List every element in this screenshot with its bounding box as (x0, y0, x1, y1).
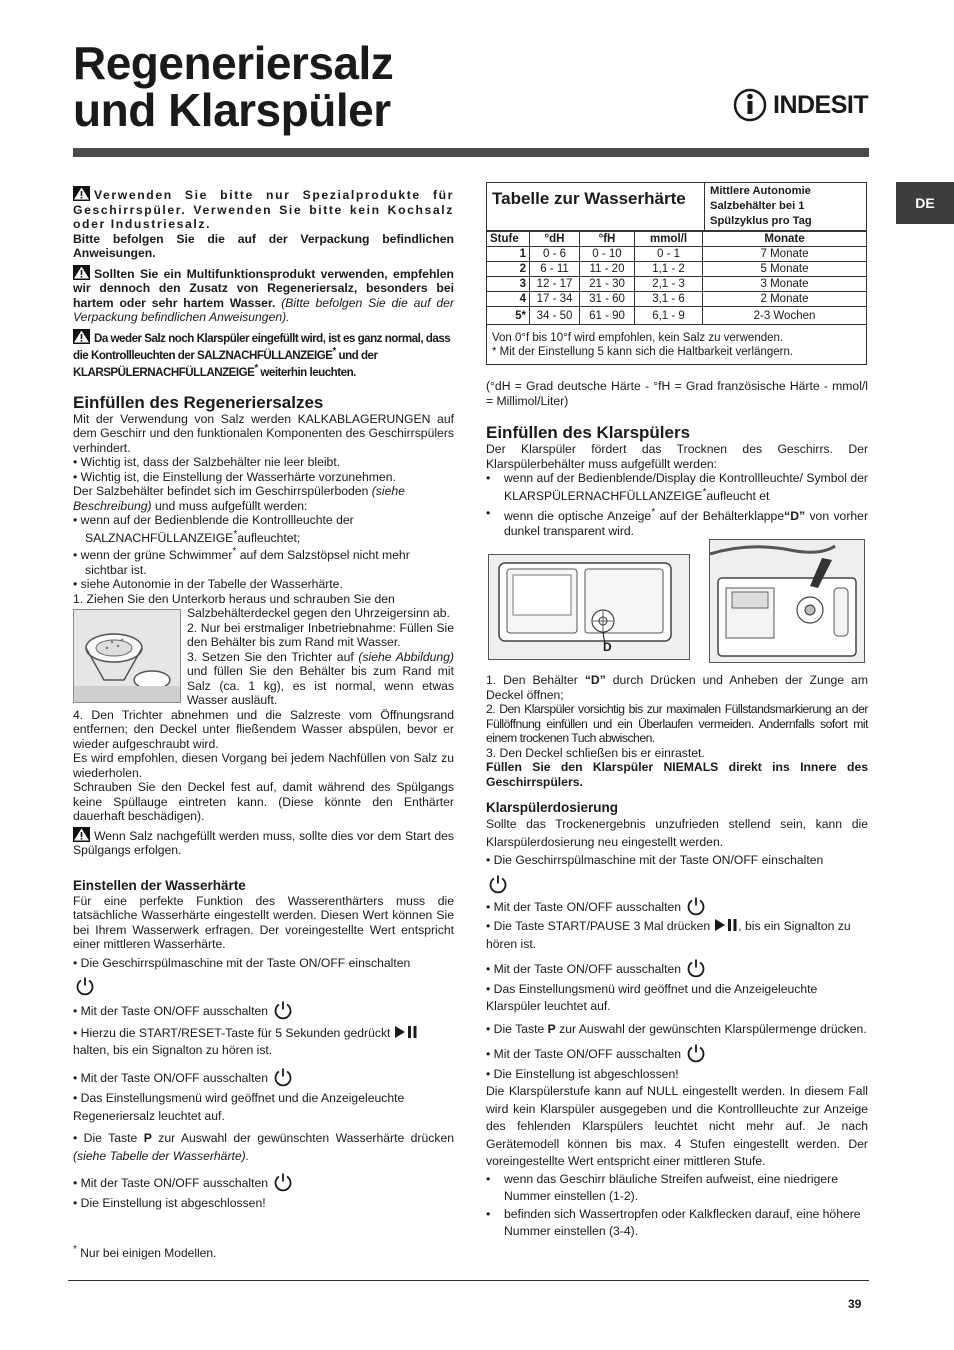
info-i-icon (733, 88, 767, 122)
power-icon (75, 976, 95, 996)
dosage-step-8: • Die Einstellung ist abgeschlossen! (486, 1066, 679, 1081)
power-icon (273, 1172, 293, 1192)
step-3-ref: (siehe Abbildung) (358, 649, 454, 664)
salt-location-2: und muss aufgefüllt werden: (154, 498, 308, 513)
salt-condition-2b: auf dem Salzstöpsel nicht mehr sichtbar ist. (85, 548, 410, 577)
table-row (487, 247, 866, 262)
rinse-warning: Füllen Sie den Klarspüler NIEMALS direkt ins Innere des Geschirrspülers. (486, 760, 868, 789)
page-title-line1: Regeneriersalz (73, 37, 394, 89)
step-4: 4. Den Trichter abnehmen und die Salzreste vom Öffnungsrand entfernen; den Deckel unter fließendem Wasser abspülen, bevor er wieder aufgeschraubt wird. (73, 707, 454, 751)
hardness-step-5: • Das Einstellungsmenü wird geöffnet und die Anzeigeleuchte Regeneriersalz leuchtet auf. (73, 1091, 405, 1123)
page-number: 39 (848, 1297, 862, 1311)
step-1b: Salzbehälterdeckel gegen den Uhrzeigersinn ab. (187, 606, 450, 621)
rinse-condition-2a: wenn die optische Anzeige (504, 509, 652, 524)
rinse-condition-2b: auf der Behälterklappe (659, 509, 785, 524)
table-cell: 2 (487, 262, 530, 277)
page-title-line2: und Klarspüler (73, 84, 391, 136)
warning-3b-text: und der KLARSPÜLERNACHFÜLLANZEIGE (73, 348, 378, 380)
language-tab: DE (896, 182, 954, 224)
hardness-legend: (°dH = Grad deutsche Härte - °fH = Grad französische Härte - mmol/l = Millimol/Liter) (486, 379, 868, 408)
rinse-intro: Der Klarspüler fördert das Trocknen des Geschirrs. Der Klarspülerbehälter muss aufgefüllt werden: (486, 442, 868, 471)
dosage-null-text: Die Klarspülerstufe kann auf NULL eingestellt werden. In diesem Fall wird kein Klarspüler ausgegeben und die Kontrollleuchte zur Anzeige des fehlenden Klarspülers leuchtet nicht mehr auf. Je nach Gerätemodell können bis max. 4 Stufen eingestellt werden. Der voreingestellte Wert entspricht einer mittleren Stufe. (486, 1084, 868, 1168)
table-cell: 1,1 - 2 (635, 262, 703, 277)
table-cell: 0 - 6 (530, 247, 580, 262)
hardness-step-7: • Mit der Taste ON/OFF ausschalten (73, 1176, 269, 1191)
brand-name: INDESIT (773, 90, 869, 119)
table-cell: 2-3 Wochen (703, 307, 867, 325)
warning-1b-text: Bitte befolgen Sie die auf der Verpackung befindlichen Anweisungen. (73, 231, 454, 260)
table-note-1: Von 0°f bis 10°f wird empfohlen, kein Salz zu verwenden. (492, 332, 784, 344)
salt-location-ref: (siehe Beschreibung) (73, 484, 405, 513)
rinse-condition-1: wenn auf der Bedienblende/Display die Kontrollleuchte/ Symbol der KLARSPÜLERNACHFÜLLANZEIGE (504, 471, 868, 503)
power-icon (273, 1000, 293, 1020)
table-header-cell: mmol/l (635, 232, 703, 247)
table-cell: 21 - 30 (580, 277, 635, 292)
table-row (487, 292, 866, 307)
step-3a: 3. Setzen Sie den Trichter auf (187, 649, 354, 664)
section-heading-rinse: Einfüllen des Klarspülers (486, 423, 691, 442)
dosage-intro: Sollte das Trockenergebnis unzufrieden stellend sein, kann die Klarspülerdosierung neu eingestellt werden. (486, 817, 868, 849)
hardness-step-4: • Mit der Taste ON/OFF ausschalten (73, 1070, 269, 1085)
dosage-step-1: • Die Geschirrspülmaschine mit der Taste ON/OFF einschalten (486, 853, 824, 867)
table-header-cell: °fH (580, 232, 635, 247)
rinse-step-3: 3. Den Deckel schließen bis er einrastet. (486, 745, 705, 760)
warning-icon (73, 827, 90, 842)
table-cell: 2,1 - 3 (635, 277, 703, 292)
table-cell: 0 - 10 (580, 247, 635, 262)
salt-condition-3: • siehe Autonomie in der Tabelle der Wasserhärte. (73, 577, 343, 592)
hardness-step-6b: zur Auswahl der gewünschten Wasserhärte drücken (158, 1131, 455, 1146)
hardness-step-1: • Die Geschirrspülmaschine mit der Taste ON/OFF einschalten (73, 955, 411, 970)
step-2: 2. Nur bei erstmaliger Inbetriebnahme: Füllen Sie den Behälter bis zum Rand mit Wasser. (187, 620, 454, 650)
warning-3c-text: weiterhin leuchten. (260, 366, 356, 380)
dosage-note-1: • wenn das Geschirr bläuliche Streifen aufweist, eine niedrigere Nummer einstellen (1-2). (486, 1171, 868, 1206)
hardness-step-6-ref: (siehe Tabelle der Wasserhärte). (73, 1148, 250, 1163)
autonomy-header: Mittlere Autonomie Salzbehälter bei 1 Spülzyklus pro Tag (704, 183, 866, 230)
hardness-intro: Für eine perfekte Funktion des Wasserenthärters muss die tatsächliche Wasserhärte eingestellt werden. Diesen Wert können Sie bei Ihrem Wasserwerk erfragen. Der voreingestellte Wert entspricht einer mittleren Wasserhärte. (73, 893, 454, 952)
power-icon (488, 874, 508, 894)
table-cell: 4 (487, 292, 530, 307)
table-header-row (487, 232, 866, 247)
table-cell: 11 - 20 (580, 262, 635, 277)
label-d: D (603, 640, 612, 654)
hardness-step-8: • Die Einstellung ist abgeschlossen! (73, 1195, 266, 1210)
salt-bullet-2: • Wichtig ist, die Einstellung der Wasserhärte vorzunehmen. (73, 469, 396, 484)
table-note-2: * Mit der Einstellung 5 kann sich die Haltbarkeit verlängern. (492, 346, 794, 358)
table-cell: 2 Monate (703, 292, 867, 307)
footnote-star: * (233, 528, 238, 540)
header-divider (73, 148, 869, 157)
salt-location-1: Der Salzbehälter befindet sich im Geschirrspülerboden (73, 484, 369, 499)
power-icon (686, 896, 706, 916)
footer-divider (68, 1280, 869, 1281)
footnote-star: * (702, 486, 707, 498)
table-cell: 3,1 - 6 (635, 292, 703, 307)
table-cell: 7 Monate (703, 247, 867, 262)
warning-3a-text: Da weder Salz noch Klarspüler eingefüllt wird, ist es ganz normal, dass die Kontrollleuchten der SALZNACHFÜLLANZEIGE (73, 331, 451, 362)
brand-logo (733, 88, 868, 122)
salt-bullet-1: • Wichtig ist, dass der Salzbehälter nie leer bleibt. (73, 455, 341, 470)
table-header-cell: Monate (703, 232, 867, 247)
hardness-step-6a: • Die Taste (73, 1131, 138, 1146)
table-cell: 5 Monate (703, 262, 867, 277)
table-title: Tabelle zur Wasserhärte (492, 189, 686, 208)
salt-screw-note: Schrauben Sie den Deckel fest auf, damit während des Spülgangs keine Spüllauge eintreten kann. (Diese könnte den Enthärter dauerhaft beschädigen). (73, 780, 454, 824)
funnel-salt-illustration (73, 609, 181, 703)
table-row (487, 277, 866, 292)
table-cell: 17 - 34 (530, 292, 580, 307)
dosage-step-7: • Mit der Taste ON/OFF ausschalten (486, 1047, 682, 1061)
hardness-step-3a: • Hierzu die START/RESET-Taste für 5 Sekunden gedrückt (73, 1025, 391, 1040)
dosage-step-3b: , bis ein Signalton zu hören ist. (486, 919, 851, 951)
footnote (73, 1244, 216, 1260)
footnote-star: * (232, 546, 237, 558)
warning-icon (73, 329, 90, 344)
section-heading-salt: Einfüllen des Regeneriersalzes (73, 392, 324, 412)
step-1a: 1. Ziehen Sie den Unterkorb heraus und schrauben Sie den (73, 591, 395, 606)
rinse-step-2: 2. Den Klarspüler vorsichtig bis zur maximalen Füllstandsmarkierung an der Füllöffnung einfüllen und ein Überlaufen vermeiden. Andernfalls sofort mit einem trockenen Tuch abwischen. (486, 702, 868, 745)
water-hardness-table-box (486, 182, 867, 365)
footnote-star: * (254, 363, 258, 375)
section-heading-dosage: Klarspülerdosierung (486, 800, 619, 815)
salt-condition-1b: aufleuchtet; (237, 530, 301, 545)
right-column (486, 379, 868, 538)
warning-2-note: (Bitte befolgen Sie die auf der Verpackung befindlichen Anweisungen). (73, 295, 455, 324)
footnote-text: Nur bei einigen Modellen. (80, 1246, 217, 1260)
table-cell: 12 - 17 (530, 277, 580, 292)
table-row (487, 262, 866, 277)
water-hardness-table (487, 231, 866, 325)
rinse-condition-2-d: “D” (784, 509, 806, 524)
step-3b: und füllen Sie den Behälter bis zum Rand mit Salz (ca. 1 kg), es ist normal, wenn etwas Wasser ausläuft. (187, 664, 454, 708)
rinse-step-1-d: “D” (584, 673, 606, 687)
table-cell: 1 (487, 247, 530, 262)
key-p: P (547, 1021, 556, 1036)
warning-icon (73, 265, 90, 280)
footnote-star: * (73, 1244, 77, 1255)
rinse-step-1b: durch Drücken und Anheben der Zunge am Deckel öffnen; (486, 673, 868, 702)
dosage-step-6b: zur Auswahl der gewünschten Klarspülermenge drücken. (559, 1021, 867, 1036)
dosage-step-3a: • Die Taste START/PAUSE 3 Mal drücken (486, 919, 711, 933)
footnote-star: * (332, 346, 336, 357)
table-cell: 3 Monate (703, 277, 867, 292)
table-cell: 0 - 1 (635, 247, 703, 262)
right-column-lower (486, 673, 868, 1241)
table-cell: 5* (487, 307, 530, 325)
rinse-step-1a: 1. Den Behälter (486, 673, 578, 687)
power-icon (273, 1067, 293, 1087)
table-cell: 6 - 11 (530, 262, 580, 277)
hardness-step-2: • Mit der Taste ON/OFF ausschalten (73, 1004, 269, 1019)
warning-1-text: Verwenden Sie bitte nur Spezialprodukte für Geschirrspüler. Verwenden Sie bitte kein Kochsalz oder Industriesalz. (73, 188, 454, 231)
table-cell: 3 (487, 277, 530, 292)
key-p: P (143, 1131, 152, 1146)
table-cell: 6,1 - 9 (635, 307, 703, 325)
footnote-star: * (651, 507, 656, 519)
rinse-aid-dispenser-illustration (488, 554, 690, 660)
rinse-condition-2c: von vorher dunkel transparent wird. (504, 509, 868, 538)
dosage-step-5: • Das Einstellungsmenü wird geöffnet und die Anzeigeleuchte Klarspüler leuchtet auf. (486, 981, 818, 1013)
start-pause-icon (714, 918, 738, 932)
table-row (487, 307, 866, 325)
dosage-note-2: • befinden sich Wassertropfen oder Kalkflecken darauf, eine höhere Nummer einstellen (3-4). (486, 1206, 868, 1241)
salt-recommend: Es wird empfohlen, diesen Vorgang bei jedem Nachfüllen von Salz zu wiederholen. (73, 751, 454, 780)
table-header-cell: Stufe (487, 232, 530, 247)
table-cell: 34 - 50 (530, 307, 580, 325)
table-header-cell: °dH (530, 232, 580, 247)
rinse-condition-1b: aufleucht et (706, 488, 770, 503)
page-title (73, 37, 394, 136)
left-column (73, 186, 454, 1212)
open-dispenser-illustration (709, 539, 865, 663)
warning-2-text: Sollten Sie ein Multifunktionsprodukt verwenden, empfehlen wir dennoch den Zusatz von Regeneriersalz, besonders bei hartem oder sehr hartem Wasser. (73, 266, 454, 310)
warning-icon (73, 186, 90, 201)
hardness-step-3b: halten, bis ein Signalton zu hören ist. (73, 1043, 273, 1058)
start-pause-icon (394, 1025, 418, 1039)
power-icon (686, 958, 706, 978)
section-heading-hardness: Einstellen der Wasserhärte (73, 877, 246, 893)
table-cell: 31 - 60 (580, 292, 635, 307)
dosage-step-6a: • Die Taste (486, 1021, 545, 1036)
dosage-step-4: • Mit der Taste ON/OFF ausschalten (486, 962, 682, 976)
salt-intro: Mit der Verwendung von Salz werden KALKABLAGERUNGEN auf dem Geschirr und den funktionalen Komponenten des Geschirrspülers verhindert. (73, 411, 454, 455)
salt-condition-2: • wenn der grüne Schwimmer (73, 548, 233, 563)
dosage-step-2: • Mit der Taste ON/OFF ausschalten (486, 899, 682, 914)
salt-condition-1: • wenn auf der Bedienblende die Kontrollleuchte der SALZNACHFÜLLANZEIGE (73, 513, 354, 545)
power-icon (686, 1043, 706, 1063)
warning-4-text: Wenn Salz nachgefüllt werden muss, sollte dies vor dem Start des Spülgangs erfolgen. (73, 828, 454, 858)
table-cell: 61 - 90 (580, 307, 635, 325)
